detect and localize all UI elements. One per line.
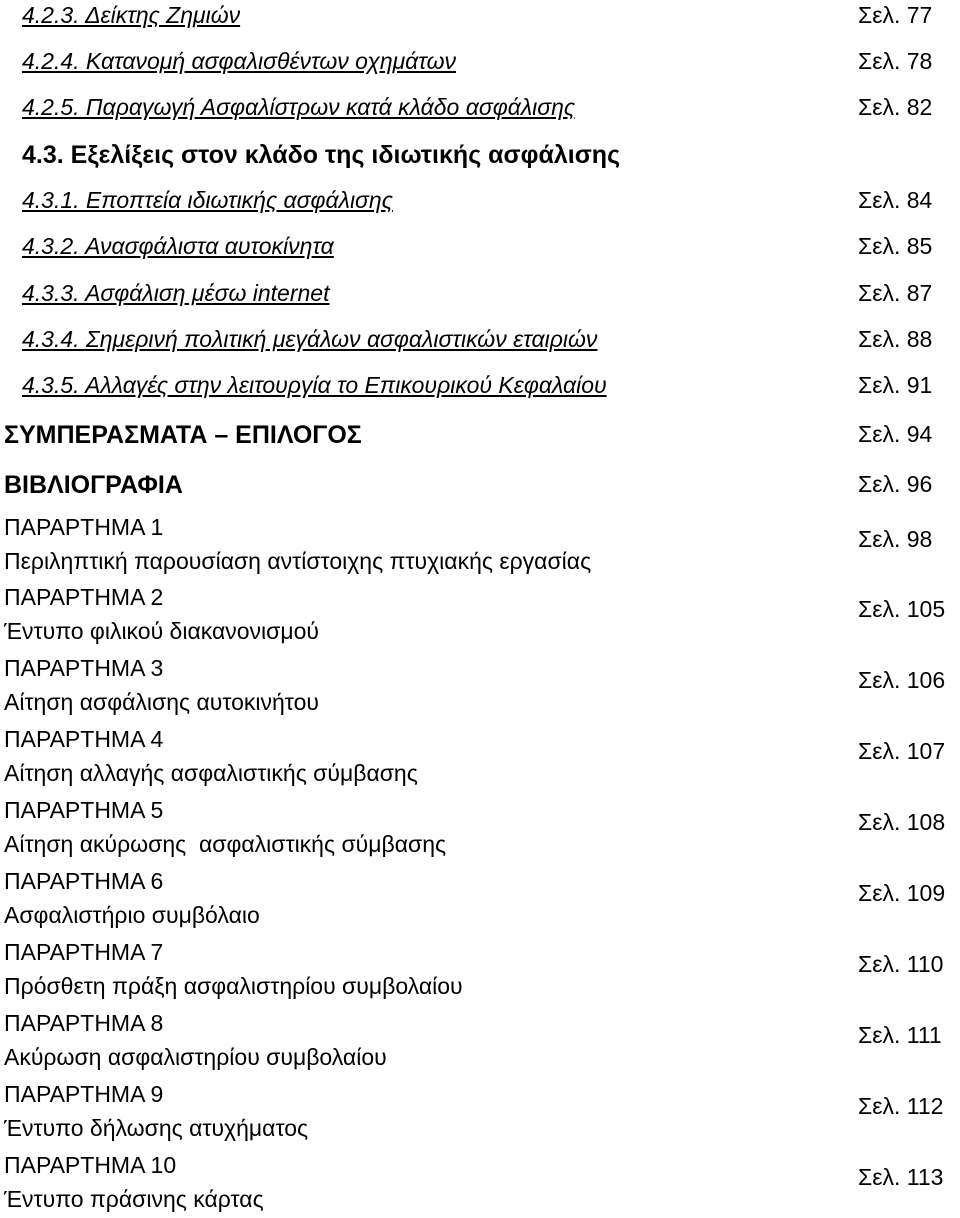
- toc-entry-page: Σελ. 106: [858, 667, 946, 693]
- toc-entry-page: Σελ. 98: [858, 526, 933, 552]
- toc-heading-title: ΒΙΒΛΙΟΓΡΑΦΙΑ: [4, 471, 183, 499]
- appendix-desc: Ασφαλιστήριο συμβόλαιο: [4, 902, 260, 928]
- toc-entry-page: Σελ. 88: [858, 326, 933, 352]
- toc-entry-page: Σελ. 112: [858, 1093, 944, 1119]
- toc-entry-page: Σελ. 107: [858, 738, 946, 764]
- toc-entry-title[interactable]: 4.3.3. Ασφάλιση μέσω internet: [22, 280, 330, 306]
- appendix-label: ΠΑΡΑΡΤΗΜΑ 9: [4, 1081, 164, 1107]
- appendix-desc: Αίτηση ασφάλισης αυτοκινήτου: [4, 689, 319, 715]
- appendix-label: ΠΑΡΑΡΤΗΜΑ 4: [4, 726, 164, 752]
- appendix-label: ΠΑΡΑΡΤΗΜΑ 1: [4, 514, 164, 540]
- appendix-label: ΠΑΡΑΡΤΗΜΑ 3: [4, 655, 164, 681]
- toc-entry-title[interactable]: 4.2.3. Δείκτης Ζημιών: [22, 2, 241, 28]
- appendix-label: ΠΑΡΑΡΤΗΜΑ 10: [4, 1152, 177, 1178]
- toc-entry-page: Σελ. 94: [858, 421, 933, 447]
- toc-entry-page: Σελ. 109: [858, 880, 946, 906]
- toc-heading-title: ΣΥΜΠΕΡΑΣΜΑΤΑ – ΕΠΙΛΟΓΟΣ: [4, 421, 362, 449]
- toc-entry-page: Σελ. 82: [858, 94, 933, 120]
- toc-entry-page: Σελ. 105: [858, 596, 946, 622]
- appendix-label: ΠΑΡΑΡΤΗΜΑ 7: [4, 939, 164, 965]
- appendix-desc: Πρόσθετη πράξη ασφαλιστηρίου συμβολαίου: [4, 973, 463, 999]
- toc-entry-title[interactable]: 4.3.2. Ανασφάλιστα αυτοκίνητα: [22, 233, 334, 259]
- toc-section-title: 4.3. Εξελίξεις στον κλάδο της ιδιωτικής ασφάλισης: [22, 141, 621, 169]
- toc-entry-page: Σελ. 91: [858, 372, 933, 398]
- toc-entry-page: Σελ. 85: [858, 233, 933, 259]
- toc-entry-title[interactable]: 4.3.4. Σημερινή πολιτική μεγάλων ασφαλιστικών εταιριών: [22, 326, 598, 352]
- appendix-label: ΠΑΡΑΡΤΗΜΑ 5: [4, 797, 164, 823]
- appendix-desc: Έντυπο δήλωσης ατυχήματος: [4, 1115, 309, 1141]
- appendix-desc: Αίτηση ακύρωσης ασφαλιστικής σύμβασης: [4, 831, 447, 857]
- toc-entry-page: Σελ. 77: [858, 2, 933, 28]
- toc-entry-page: Σελ. 87: [858, 280, 933, 306]
- appendix-desc: Αίτηση αλλαγής ασφαλιστικής σύμβασης: [4, 760, 418, 786]
- appendix-label: ΠΑΡΑΡΤΗΜΑ 2: [4, 584, 164, 610]
- appendix-desc: Έντυπο πράσινης κάρτας: [4, 1186, 264, 1212]
- toc-entry-page: Σελ. 108: [858, 809, 946, 835]
- toc-entry-page: Σελ. 110: [858, 951, 944, 977]
- appendix-desc: Έντυπο φιλικού διακανονισμού: [4, 618, 319, 644]
- appendix-desc: Ακύρωση ασφαλιστηρίου συμβολαίου: [4, 1044, 387, 1070]
- toc-entry-title[interactable]: 4.3.5. Αλλαγές στην λειτουργία το Επικουρικού Κεφαλαίου: [22, 372, 607, 398]
- toc-entry-page: Σελ. 111: [858, 1022, 942, 1048]
- appendix-label: ΠΑΡΑΡΤΗΜΑ 8: [4, 1010, 164, 1036]
- toc-entry-page: Σελ. 96: [858, 471, 933, 497]
- toc-entry-page: Σελ. 78: [858, 48, 933, 74]
- toc-entry-page: Σελ. 113: [858, 1164, 944, 1190]
- toc-entry-title[interactable]: 4.3.1. Εποπτεία ιδιωτικής ασφάλισης: [22, 187, 393, 213]
- appendix-desc: Περιληπτική παρουσίαση αντίστοιχης πτυχιακής εργασίας: [4, 548, 592, 574]
- toc-entry-page: Σελ. 84: [858, 187, 933, 213]
- toc-entry-title[interactable]: 4.2.4. Κατανομή ασφαλισθέντων οχημάτων: [22, 48, 456, 74]
- toc-entry-title[interactable]: 4.2.5. Παραγωγή Ασφαλίστρων κατά κλάδο ασφάλισης: [22, 94, 576, 120]
- appendix-label: ΠΑΡΑΡΤΗΜΑ 6: [4, 868, 164, 894]
